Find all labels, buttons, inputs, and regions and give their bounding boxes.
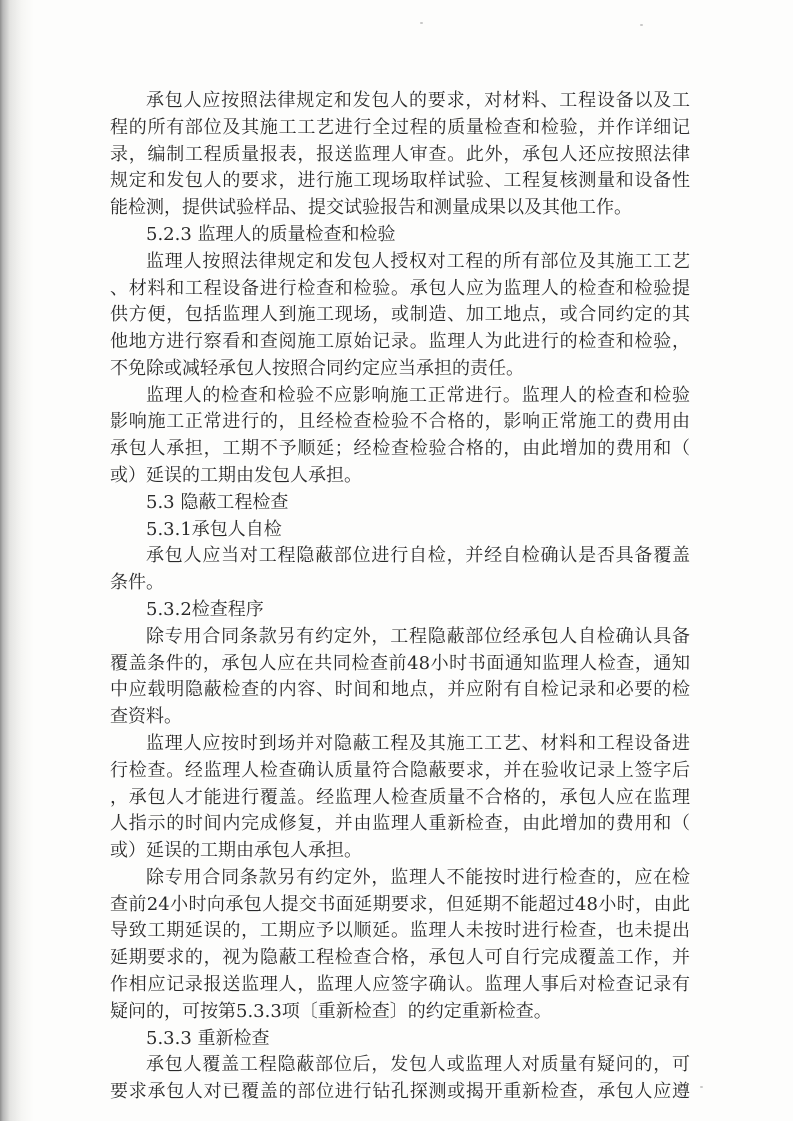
paragraph-line: 他地方进行察看和查阅施工原始记录。监理人为此进行的检查和检验，: [110, 331, 690, 353]
paragraph-line: 不免除或减轻承包人按照合同约定应当承担的责任。: [110, 357, 524, 379]
paragraph-line: 除专用合同条款另有约定外，工程隐蔽部位经承包人自检确认具备: [146, 625, 690, 647]
paragraph-line: 疑问的，可按第5.3.3项〔重新检查〕的约定重新检查。: [110, 1000, 552, 1022]
paragraph-line: 监理人应按时到场并对隐蔽工程及其施工工艺、材料和工程设备进: [146, 732, 690, 754]
paragraph-line: 规定和发包人的要求，进行施工现场取样试验、工程复核测量和设备性: [110, 170, 690, 192]
paragraph-line: 延期要求的，视为隐蔽工程检查合格，承包人可自行完成覆盖工作，并: [110, 947, 690, 969]
paragraph-line: 影响施工正常进行的，且经检查检验不合格的，影响正常施工的费用由: [110, 411, 690, 433]
paragraph-line: 覆盖条件的，承包人应在共同检查前48小时书面通知监理人检查，通知: [110, 652, 690, 674]
paragraph-line: 查前24小时向承包人提交书面延期要求，但延期不能超过48小时，由此: [110, 893, 690, 915]
paragraph-line: 或）延误的工期由发包人承担。: [110, 465, 362, 487]
paragraph-line: 条件。: [110, 572, 164, 594]
section-heading: 5.3.2检查程序: [146, 599, 264, 620]
paragraph-line: 作相应记录报送监理人，监理人应签字确认。监理人事后对检查记录有: [110, 974, 690, 996]
scan-binding-edge: [0, 0, 34, 1121]
paragraph-line: 承包人应按照法律规定和发包人的要求，对材料、工程设备以及工: [146, 90, 690, 111]
paragraph-line: 除专用合同条款另有约定外，监理人不能按时进行检查的，应在检: [146, 866, 690, 888]
section-heading: 5.3.1承包人自检: [146, 518, 282, 540]
paragraph-line: 要求承包人对已覆盖的部位进行钻孔探测或揭开重新检查，承包人应遵: [110, 1081, 690, 1103]
paragraph-line: 承包人应当对工程隐蔽部位进行自检，并经自检确认是否具备覆盖: [146, 545, 690, 567]
paragraph-line: 中应载明隐蔽检查的内容、时间和地点，并应附有自检记录和必要的检: [110, 679, 690, 701]
paragraph-line: 监理人的检查和检验不应影响施工正常进行。监理人的检查和检验: [146, 384, 690, 406]
paragraph-line: 程的所有部位及其施工工艺进行全过程的质量检查和检验，并作详细记: [110, 116, 690, 138]
paragraph-line: 录，编制工程质量报表，报送监理人审查。此外，承包人还应按照法律: [110, 143, 690, 165]
paragraph-line: 能检测，提供试验样品、提交试验报告和测量成果以及其他工作。: [110, 197, 632, 219]
paragraph-line: 监理人按照法律规定和发包人授权对工程的所有部位及其施工工艺: [146, 250, 690, 272]
paragraph-line: ，承包人才能进行覆盖。经监理人检查质量不合格的，承包人应在监理: [110, 786, 690, 808]
paragraph-line: 行检查。经监理人检查确认质量符合隐蔽要求，并在验收记录上签字后: [110, 759, 690, 781]
section-heading: 5.2.3 监理人的质量检查和检验: [146, 223, 396, 245]
paragraph-line: 承包人承担，工期不予顺延；经检查检验合格的，由此增加的费用和（: [110, 438, 690, 460]
paragraph-line: 、材料和工程设备进行检查和检验。承包人应为监理人的检查和检验提: [110, 277, 690, 299]
section-heading: 5.3.3 重新检查: [146, 1027, 270, 1049]
scan-speck: [700, 1086, 703, 1088]
paragraph-line: 承包人覆盖工程隐蔽部位后，发包人或监理人对质量有疑问的，可: [146, 1054, 690, 1076]
paragraph-line: 人指示的时间内完成修复，并由监理人重新检查，由此增加的费用和（: [110, 813, 690, 835]
paragraph-line: 查资料。: [110, 706, 182, 728]
scan-speck: [640, 24, 643, 26]
paragraph-line: 或）延误的工期由承包人承担。: [110, 840, 362, 862]
section-heading: 5.3 隐蔽工程检查: [146, 491, 289, 513]
scan-speck: [420, 22, 423, 24]
paragraph-line: 供方便，包括监理人到施工现场，或制造、加工地点，或合同约定的其: [110, 304, 690, 326]
paragraph-line: 导致工期延误的，工期应予以顺延。监理人未按时进行检查，也未提出: [110, 920, 690, 942]
